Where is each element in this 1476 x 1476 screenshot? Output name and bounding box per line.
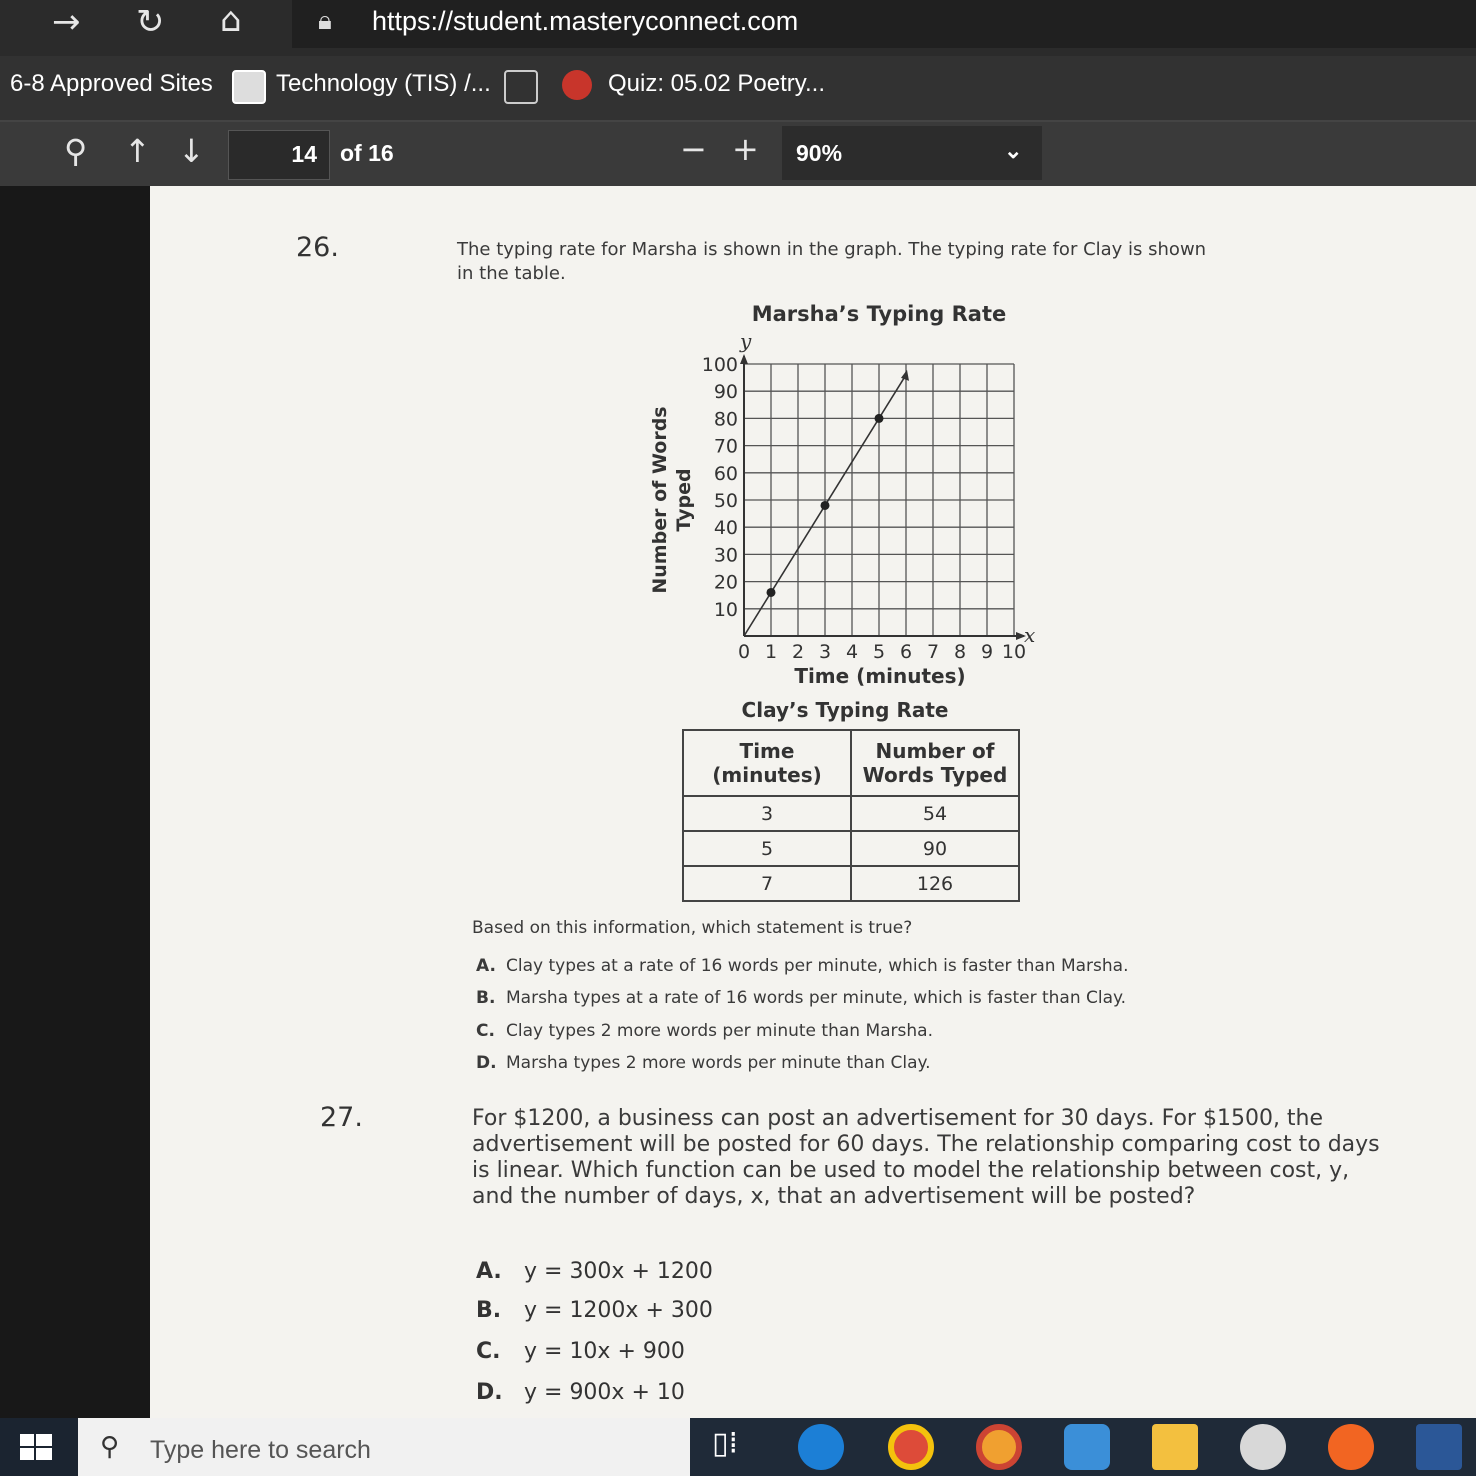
search-icon[interactable]: ⚲ xyxy=(64,132,88,170)
option-text: Clay types 2 more words per minute than Marsha. xyxy=(506,1021,933,1041)
option-text: y = 900x + 10 xyxy=(524,1380,685,1405)
y-tick-label: 20 xyxy=(713,571,738,594)
chart-y-label-line1: Number of Words xyxy=(649,406,671,594)
home-icon[interactable]: ⌂ xyxy=(220,0,242,40)
option-letter: B. xyxy=(476,988,496,1008)
page-total: of 16 xyxy=(340,140,394,166)
bookmark-approved-sites[interactable]: 6-8 Approved Sites xyxy=(10,70,213,97)
x-tick-label: 0 xyxy=(737,641,751,663)
zoom-in-icon[interactable]: + xyxy=(732,130,759,168)
question-26-number: 26. xyxy=(296,232,339,263)
clay-table-title: Clay’s Typing Rate xyxy=(741,698,949,722)
question-26-question: Based on this information, which statement is true? xyxy=(472,918,913,938)
question-26-prompt xyxy=(457,238,1206,286)
option-letter: B. xyxy=(476,1298,502,1323)
zoom-select[interactable] xyxy=(782,126,1042,180)
table-cell: 90 xyxy=(851,831,1019,866)
table-header-row xyxy=(683,730,1019,796)
question-27-number: 27. xyxy=(320,1102,363,1133)
clay-typing-table xyxy=(682,729,1020,902)
chevron-down-icon: ⌄ xyxy=(1004,138,1023,163)
y-tick-label: 70 xyxy=(713,435,738,458)
option-letter: D. xyxy=(476,1053,497,1073)
task-view-icon[interactable]: ▯⁞ xyxy=(712,1426,739,1461)
windows-icon xyxy=(20,1434,52,1462)
option-text: Marsha types at a rate of 16 words per minute, which is faster than Clay. xyxy=(506,988,1127,1008)
x-tick-label: 9 xyxy=(980,641,994,663)
line-arrow xyxy=(901,370,909,381)
y-tick-label: 50 xyxy=(713,490,738,512)
question-27-line: is linear. Which function can be used to model the relationship between cost, y, xyxy=(472,1158,1350,1183)
table-cell: 126 xyxy=(851,866,1019,901)
data-point xyxy=(767,588,776,597)
y-tick-label: 90 xyxy=(713,381,738,404)
header-words-line2: Words Typed xyxy=(862,763,1008,787)
chrome-canary-icon[interactable] xyxy=(976,1424,1022,1470)
option-text: y = 300x + 1200 xyxy=(524,1259,713,1284)
table-row xyxy=(683,796,1019,831)
question-26-prompt-line2: in the table. xyxy=(457,263,566,284)
q26-option-c[interactable] xyxy=(476,1021,933,1041)
chart-y-label-line2: Typed xyxy=(673,468,695,532)
header-time-line2: (minutes) xyxy=(712,763,822,787)
q26-option-a[interactable] xyxy=(476,956,1128,976)
table-cell: 54 xyxy=(851,796,1019,831)
chart-title: Marsha’s Typing Rate xyxy=(751,302,1007,326)
word-icon[interactable] xyxy=(1416,1424,1462,1470)
question-27-prompt xyxy=(472,1106,1380,1210)
technology-bookmark-icon xyxy=(232,70,266,104)
question-26-prompt-line1: The typing rate for Marsha is shown in the graph. The typing rate for Clay is shown xyxy=(457,239,1207,260)
chart-ticks xyxy=(702,354,1026,663)
search-icon: ⚲ xyxy=(100,1432,120,1462)
x-tick-label: 6 xyxy=(899,641,913,663)
y-tick-label: 10 xyxy=(713,598,738,621)
question-27-line: advertisement will be posted for 60 days. The relationship comparing cost to days xyxy=(472,1132,1380,1157)
chart-y-label xyxy=(649,406,695,593)
y-tick-label: 80 xyxy=(713,408,738,431)
bookmark-quiz-poetry[interactable]: Quiz: 05.02 Poetry... xyxy=(608,70,825,97)
option-letter: C. xyxy=(476,1021,495,1041)
page-number-input[interactable]: 14 xyxy=(228,130,330,180)
option-text: y = 10x + 900 xyxy=(524,1339,685,1364)
marsha-typing-chart xyxy=(640,296,1060,696)
option-text: Marsha types 2 more words per minute than Clay. xyxy=(506,1053,931,1073)
url-text[interactable]: https://student.masteryconnect.com xyxy=(372,6,799,36)
y-tick-label: 60 xyxy=(713,462,738,485)
q26-option-b[interactable] xyxy=(476,988,1126,1008)
q27-option-a[interactable] xyxy=(476,1259,713,1284)
option-letter: A. xyxy=(476,956,496,976)
chart-y-axis-letter: y xyxy=(740,329,752,353)
app-icon[interactable] xyxy=(1064,1424,1110,1470)
option-text: y = 1200x + 300 xyxy=(524,1298,713,1323)
table-header-time xyxy=(683,730,851,796)
calendar-bookmark-icon[interactable] xyxy=(504,70,538,104)
chart-series xyxy=(744,370,909,636)
edge-icon[interactable] xyxy=(798,1424,844,1470)
y-tick-label: 30 xyxy=(713,544,738,567)
table-cell: 3 xyxy=(683,796,851,831)
y-axis-arrow xyxy=(740,354,748,364)
previous-page-icon[interactable]: ↑ xyxy=(124,132,151,170)
table-header-words xyxy=(851,730,1019,796)
x-tick-label: 1 xyxy=(764,641,778,663)
x-tick-label: 5 xyxy=(872,641,886,663)
y-tick-label: 40 xyxy=(713,517,738,540)
soundcloud-icon[interactable] xyxy=(1328,1424,1374,1470)
table-row xyxy=(683,831,1019,866)
app-circle-icon[interactable] xyxy=(1240,1424,1286,1470)
chart-axes xyxy=(740,354,1026,640)
x-tick-label: 3 xyxy=(818,641,832,663)
next-page-icon[interactable]: ↓ xyxy=(178,132,205,170)
canvas-bookmark-icon xyxy=(562,70,592,100)
x-tick-label: 2 xyxy=(791,641,805,663)
q27-option-c[interactable] xyxy=(476,1339,685,1364)
table-row xyxy=(683,866,1019,901)
zoom-out-icon[interactable]: − xyxy=(680,130,707,168)
start-button[interactable] xyxy=(0,1418,78,1476)
x-tick-label: 7 xyxy=(926,641,940,663)
q27-option-b[interactable] xyxy=(476,1298,713,1323)
option-letter: A. xyxy=(476,1259,502,1284)
header-words-line1: Number of xyxy=(875,739,995,763)
option-letter: D. xyxy=(476,1380,503,1405)
lock-icon: 🔒︎ xyxy=(318,6,332,36)
chrome-icon[interactable] xyxy=(888,1424,934,1470)
chart-grid xyxy=(744,364,1014,636)
x-tick-label: 10 xyxy=(1001,641,1027,663)
question-27-line: For $1200, a business can post an advertisement for 30 days. For $1500, the xyxy=(472,1106,1324,1131)
left-margin-panel xyxy=(0,186,150,1418)
file-explorer-icon[interactable] xyxy=(1152,1424,1198,1470)
y-tick-label: 100 xyxy=(701,354,738,376)
taskbar-search-placeholder[interactable]: Type here to search xyxy=(150,1436,371,1464)
data-point xyxy=(875,414,884,423)
q27-option-d[interactable] xyxy=(476,1380,685,1405)
option-text: Clay types at a rate of 16 words per minute, which is faster than Marsha. xyxy=(506,956,1129,976)
data-point xyxy=(821,501,830,510)
header-time-line1: Time xyxy=(739,739,795,763)
question-27-line: and the number of days, x, that an advertisement will be posted? xyxy=(472,1184,1196,1209)
chart-x-label: Time (minutes) xyxy=(794,664,966,688)
x-tick-label: 4 xyxy=(845,641,859,663)
x-tick-label: 8 xyxy=(953,641,967,663)
table-cell: 5 xyxy=(683,831,851,866)
q26-option-d[interactable] xyxy=(476,1053,931,1073)
zoom-value: 90% xyxy=(796,140,843,166)
reload-icon[interactable]: ↻ xyxy=(136,2,165,42)
option-letter: C. xyxy=(476,1339,501,1364)
table-cell: 7 xyxy=(683,866,851,901)
forward-icon[interactable]: → xyxy=(52,2,81,42)
chart-x-axis-letter: x xyxy=(1024,623,1036,647)
bookmark-technology[interactable]: Technology (TIS) /... xyxy=(276,70,491,97)
